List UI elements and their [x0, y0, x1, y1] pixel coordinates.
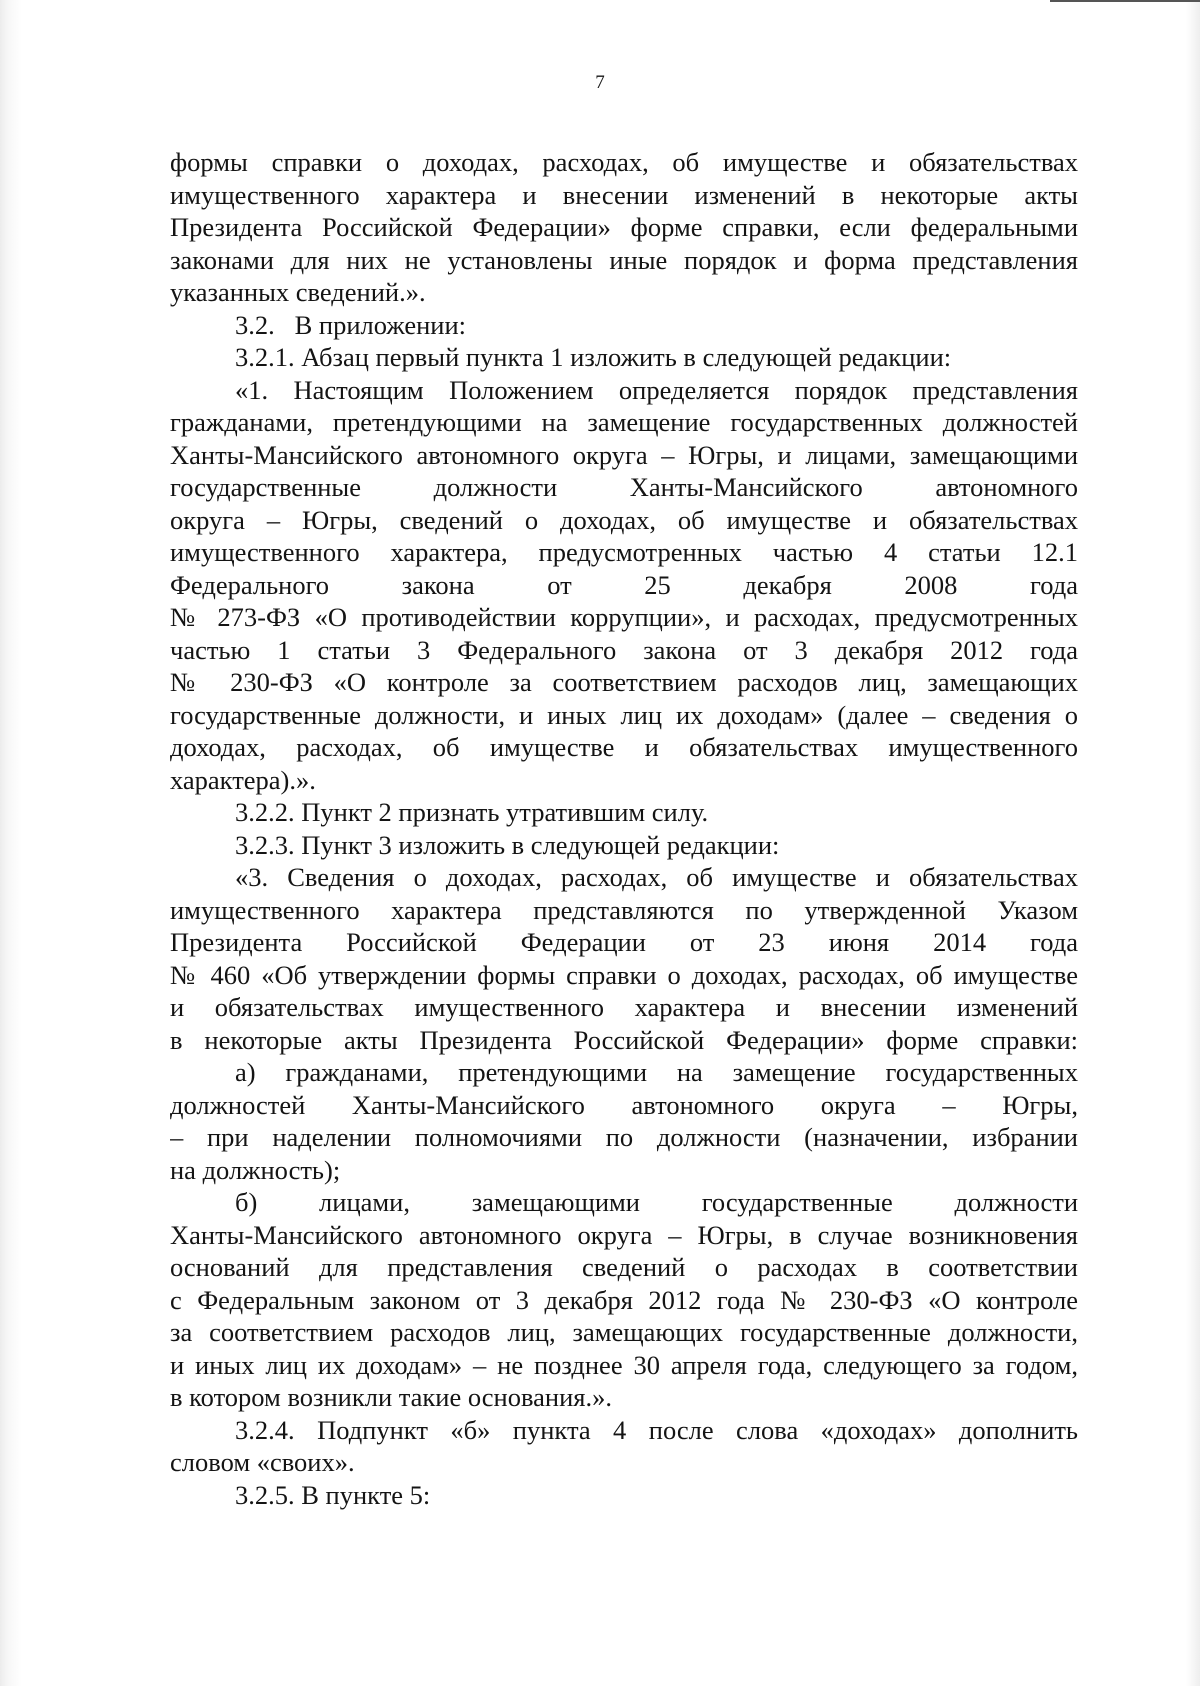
text-line: 3.2.4. Подпункт «б» пункта 4 после слова «доходах» дополнить: [235, 1414, 1078, 1445]
text-line: № 230-ФЗ «О контроле за соответствием расходов лиц, замещающих: [170, 667, 1078, 697]
text-line: имущественного характера, предусмотренных частью 4 статьи 12.1: [170, 537, 1078, 567]
text-line: Ханты-Мансийского автономного округа – Югры, в случае возникновения: [170, 1219, 1078, 1250]
page-number: 7: [595, 72, 605, 93]
text-line: 3.2.3. Пункт 3 изложить в следующей редакции:: [235, 829, 780, 860]
text-line: на должность);: [170, 1154, 341, 1185]
text-line: Ханты-Мансийского автономного округа – Югры, и лицами, замещающими: [170, 439, 1078, 470]
scan-edge-left: [0, 0, 22, 1686]
text-line: государственные должности Ханты-Мансийского автономного: [170, 472, 1078, 502]
text-line: оснований для представления сведений о расходах в соответствии: [170, 1252, 1078, 1282]
text-line: а) гражданами, претендующими на замещение государственных: [235, 1057, 1078, 1087]
text-line: законами для них не установлены иные порядок и форма представления: [170, 244, 1078, 275]
text-line: в котором возникли такие основания.».: [170, 1382, 612, 1412]
text-line: «3. Сведения о доходах, расходах, об имуществе и обязательствах: [235, 862, 1078, 892]
text-line: округа – Югры, сведений о доходах, об имуществе и обязательствах: [170, 504, 1078, 535]
text-line: № 460 «Об утверждении формы справки о доходах, расходах, об имуществе: [170, 959, 1078, 990]
text-line: частью 1 статьи 3 Федерального закона от 3 декабря 2012 года: [170, 634, 1078, 665]
text-line: 3.2. В приложении:: [235, 309, 466, 340]
document-body: [170, 146, 1078, 1511]
text-line: б) лицами, замещающими государственные должности: [235, 1187, 1078, 1217]
text-line: имущественного характера представляются по утвержденной Указом: [170, 894, 1078, 925]
text-line: и иных лиц их доходам» – не позднее 30 апреля года, следующего за годом,: [170, 1349, 1078, 1380]
text-line: формы справки о доходах, расходах, об имуществе и обязательствах: [170, 147, 1078, 177]
text-line: за соответствием расходов лиц, замещающих государственные должности,: [170, 1317, 1078, 1347]
text-line: характера).».: [170, 764, 316, 795]
text-line: указанных сведений.».: [170, 277, 426, 307]
text-line: «1. Настоящим Положением определяется порядок представления: [235, 374, 1078, 405]
text-line: 3.2.1. Абзац первый пункта 1 изложить в следующей редакции:: [235, 342, 952, 372]
text-line: Президента Российской Федерации от 23 июня 2014 года: [170, 927, 1078, 957]
text-line: доходах, расходах, об имуществе и обязательствах имущественного: [170, 732, 1078, 762]
text-line: в некоторые акты Президента Российской Федерации» форме справки:: [170, 1024, 1078, 1055]
text-line: 3.2.2. Пункт 2 признать утратившим силу.: [235, 797, 709, 827]
text-line: имущественного характера и внесении изменений в некоторые акты: [170, 179, 1078, 210]
text-line: 3.2.5. В пункте 5:: [235, 1479, 431, 1510]
top-edge-line: [1050, 0, 1200, 2]
text-line: – при наделении полномочиями по должности (назначении, избрании: [170, 1122, 1078, 1152]
text-line: государственные должности, и иных лиц их доходам» (далее – сведения о: [170, 699, 1078, 730]
text-line: и обязательствах имущественного характера и внесении изменений: [170, 992, 1078, 1022]
text-line: Президента Российской Федерации» форме справки, если федеральными: [170, 212, 1078, 242]
text-line: должностей Ханты-Мансийского автономного округа – Югры,: [170, 1089, 1078, 1120]
text-line: с Федеральным законом от 3 декабря 2012 года № 230-ФЗ «О контроле: [170, 1284, 1078, 1315]
scan-edge-right: [1186, 0, 1200, 1686]
text-line: словом «своих».: [170, 1447, 355, 1477]
text-line: гражданами, претендующими на замещение государственных должностей: [170, 407, 1078, 437]
text-line: № 273-ФЗ «О противодействии коррупции», и расходах, предусмотренных: [170, 602, 1078, 632]
text-line: Федерального закона от 25 декабря 2008 года: [170, 569, 1078, 600]
